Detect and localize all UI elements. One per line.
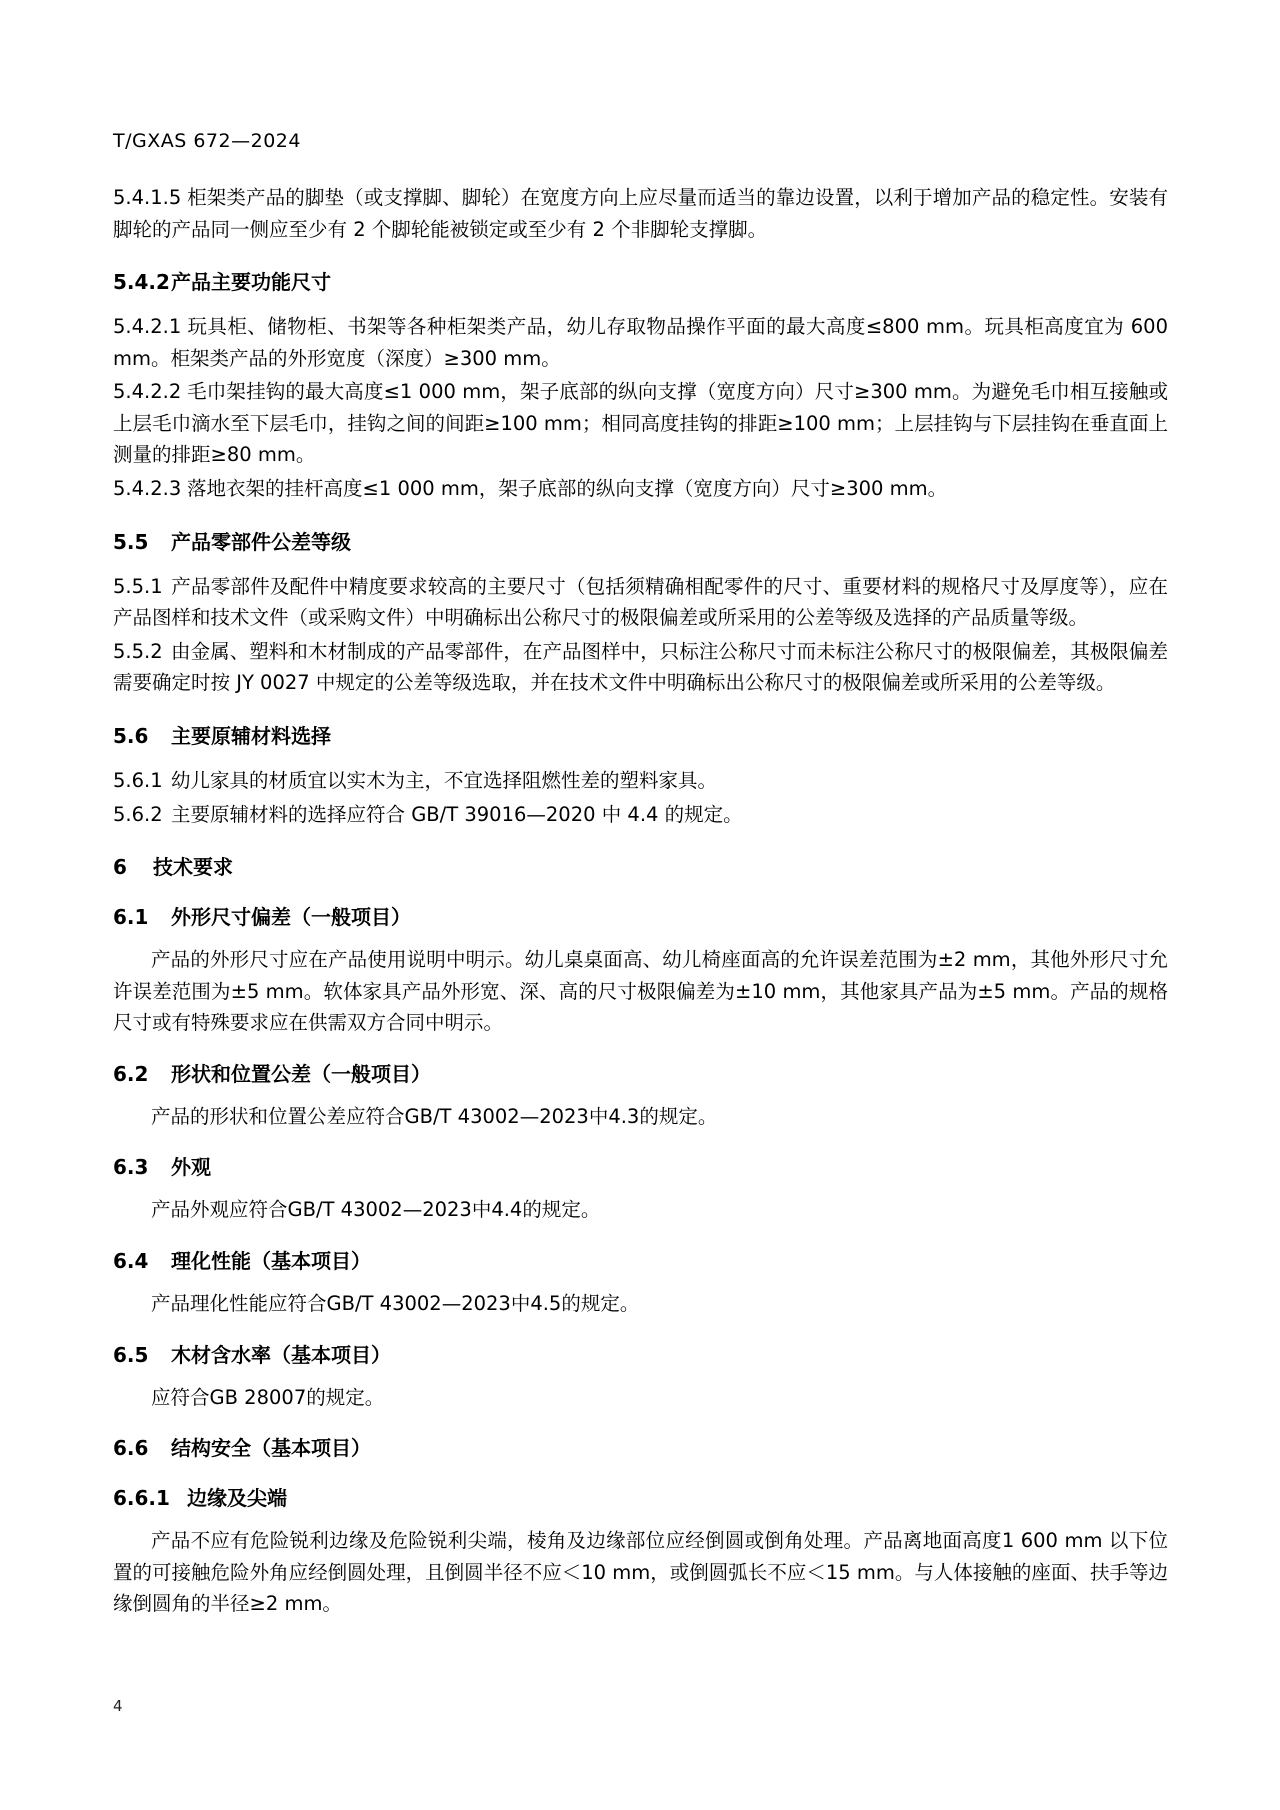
section-title: 产品零部件公差等级 — [171, 529, 351, 554]
section-title: 理化性能（基本项目） — [171, 1248, 371, 1273]
section-number: 5.5 — [113, 529, 149, 554]
section-heading — [113, 902, 1168, 932]
section-number: 6.6 — [113, 1436, 149, 1461]
section-heading — [113, 721, 1168, 751]
clause-paragraph — [113, 636, 1168, 699]
section-title: 木材含水率（基本项目） — [171, 1342, 391, 1367]
section-heading — [113, 1152, 1168, 1182]
section-heading — [113, 1059, 1168, 1089]
document-header-code: T/GXAS 672—2024 — [113, 130, 301, 152]
section-number: 6.4 — [113, 1248, 149, 1273]
clause-number: 5.4.2.1 — [113, 315, 182, 339]
page-content — [113, 130, 1168, 1622]
body-paragraph: 产品的形状和位置公差应符合GB/T 43002—2023中4.3的规定。 — [151, 1104, 718, 1128]
section-title: 外观 — [171, 1155, 211, 1180]
section-heading — [113, 852, 1168, 882]
body-paragraph: 产品理化性能应符合GB/T 43002—2023中4.5的规定。 — [151, 1291, 640, 1315]
section-heading — [113, 1483, 1168, 1513]
section-number: 6.6.1 — [113, 1486, 170, 1511]
section-heading — [113, 1433, 1168, 1463]
section-heading — [113, 527, 1168, 557]
clause-text: 落地衣架的挂杆高度≤1 000 mm，架子底部的纵向支撑（宽度方向）尺寸≥300 mm。 — [187, 477, 948, 501]
clause-number: 5.5.2 — [113, 639, 163, 663]
clause-text: 玩具柜、储物柜、书架等各种柜架类产品，幼儿存取物品操作平面的最大高度≤800 mm。玩具柜高度宜为 600 mm。柜架类产品的外形宽度（深度）≥300 mm。 — [113, 315, 1168, 370]
section-title: 形状和位置公差（一般项目） — [171, 1061, 431, 1086]
clause-paragraph — [113, 571, 1168, 634]
clause-text: 由金属、塑料和木材制成的产品零部件，在产品图样中，只标注公称尺寸而未标注公称尺寸的极限偏差，其极限偏差需要确定时按 JY 0027 中规定的公差等级选取，并在技术文件中明确标出公称尺寸的极限偏差或所采用的公差等级。 — [113, 639, 1168, 695]
section-number: 6.5 — [113, 1342, 149, 1367]
body-paragraph: 应符合GB 28007的规定。 — [151, 1385, 385, 1409]
section-number: 5.4.2 — [113, 270, 170, 295]
section-title: 主要原辅材料选择 — [171, 723, 331, 748]
body-paragraph: 产品不应有危险锐利边缘及危险锐利尖端，棱角及边缘部位应经倒圆或倒角处理。产品离地面高度1 600 mm 以下位置的可接触危险外角应经倒圆处理，且倒圆半径不应＜10 mm，或倒圆弧长不应＜15 mm。与人体接触的座面、扶手等边缘倒圆角的半径≥2 mm。 — [113, 1529, 1168, 1616]
page-number: 4 — [113, 1697, 123, 1715]
clause-number: 5.4.2.2 — [113, 380, 182, 404]
clause-text: 毛巾架挂钩的最大高度≤1 000 mm，架子底部的纵向支撑（宽度方向）尺寸≥300 mm。为避免毛巾相互接触或上层毛巾滴水至下层毛巾，挂钩之间的间距≥100 mm；相同高度挂钩的排距≥100 mm；上层挂钩与下层挂钩在垂直面上测量的排距≥80 mm。 — [113, 380, 1168, 467]
section-number: 6.1 — [113, 905, 149, 930]
clause-paragraph — [113, 473, 1168, 505]
clause-text: 主要原辅材料的选择应符合 GB/T 39016—2020 中 4.4 的规定。 — [171, 802, 743, 826]
section-number: 6 — [113, 855, 127, 880]
clause-text: 幼儿家具的材质宜以实木为主，不宜选择阻燃性差的塑料家具。 — [171, 768, 718, 792]
section-heading — [113, 1340, 1168, 1370]
section-number: 6.3 — [113, 1155, 149, 1180]
section-heading — [113, 267, 1168, 297]
clause-number: 5.6.2 — [113, 802, 163, 826]
section-number: 6.2 — [113, 1061, 149, 1086]
clause-text: 产品零部件及配件中精度要求较高的主要尺寸（包括须精确相配零件的尺寸、重要材料的规格尺寸及厚度等），应在产品图样和技术文件（或采购文件）中明确标出公称尺寸的极限偏差或所采用的公差等级及选择的产品质量等级。 — [113, 574, 1168, 630]
clause-paragraph — [113, 311, 1168, 374]
section-title: 技术要求 — [153, 855, 233, 880]
clause-paragraph — [113, 182, 1168, 245]
clause-paragraph — [113, 376, 1168, 471]
clause-number: 5.6.1 — [113, 768, 163, 792]
section-title: 结构安全（基本项目） — [171, 1436, 371, 1461]
section-title: 产品主要功能尺寸 — [171, 270, 331, 295]
body-paragraph: 产品外观应符合GB/T 43002—2023中4.4的规定。 — [151, 1198, 601, 1222]
clause-number: 5.4.1.5 — [113, 186, 182, 209]
clause-number: 5.5.1 — [113, 574, 163, 598]
clause-text: 柜架类产品的脚垫（或支撑脚、脚轮）在宽度方向上应尽量而适当的靠边设置，以利于增加产品的稳定性。安装有脚轮的产品同一侧应至少有 2 个脚轮能被锁定或至少有 2 个非脚轮支撑脚。 — [113, 186, 1168, 241]
clause-paragraph — [113, 799, 1168, 831]
clause-number: 5.4.2.3 — [113, 477, 182, 501]
section-title: 边缘及尖端 — [187, 1486, 287, 1511]
clause-paragraph — [113, 765, 1168, 797]
section-heading — [113, 1246, 1168, 1276]
body-paragraph: 产品的外形尺寸应在产品使用说明中明示。幼儿桌桌面高、幼儿椅座面高的允许误差范围为±2 mm，其他外形尺寸允许误差范围为±5 mm。软体家具产品外形宽、深、高的尺寸极限偏差为±10 mm，其他家具产品为±5 mm。产品的规格尺寸或有特殊要求应在供需双方合同中明示。 — [113, 948, 1168, 1035]
section-number: 5.6 — [113, 723, 149, 748]
section-title: 外形尺寸偏差（一般项目） — [171, 905, 411, 930]
